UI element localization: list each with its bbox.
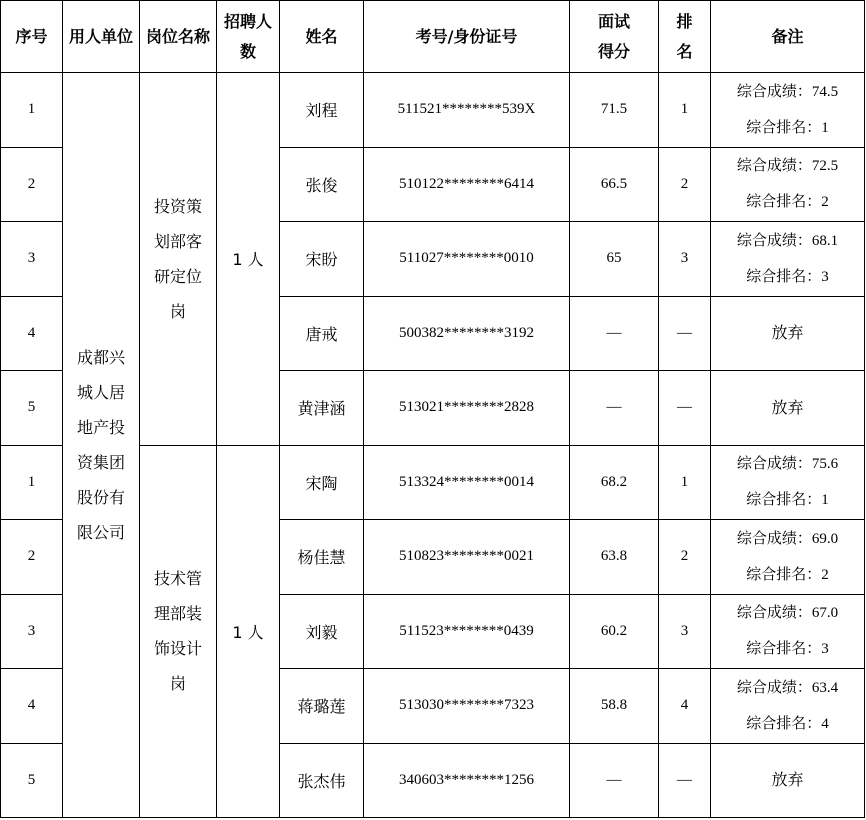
composite-rank-label: 综合排名：: [746, 490, 822, 509]
note-cell: [711, 371, 865, 446]
composite-score-value: 63.4: [811, 679, 839, 696]
composite-score-label: 综合成绩：: [736, 528, 812, 547]
note-cell: [711, 445, 865, 520]
composite-rank-line: [711, 631, 864, 667]
composite-score-label: 综合成绩：: [736, 603, 812, 622]
rank-cell: 1: [659, 73, 711, 148]
seq-cell: 5: [1, 371, 63, 446]
note-giveup: 放弃: [771, 323, 804, 343]
note-cell: [711, 520, 865, 595]
composite-score-line: [711, 148, 864, 184]
name-cell: 宋陶: [280, 445, 364, 520]
name-cell: 张杰伟: [280, 743, 364, 818]
name-cell: 刘毅: [280, 594, 364, 669]
note-cell: [711, 669, 865, 744]
name-cell: 刘程: [280, 73, 364, 148]
rank-cell: 1: [659, 445, 711, 520]
seq-cell: 5: [1, 743, 63, 818]
composite-rank-value: 1: [821, 119, 829, 136]
composite-score-label: 综合成绩：: [736, 454, 812, 473]
header-unit: 用人单位: [63, 1, 140, 73]
rank-cell: —: [659, 296, 711, 371]
score-cell: —: [570, 296, 659, 371]
rank-cell: 2: [659, 520, 711, 595]
id-cell: 510823********0021: [364, 520, 570, 595]
id-cell: 513021********2828: [364, 371, 570, 446]
id-cell: 500382********3192: [364, 296, 570, 371]
header-id: 考号/身份证号: [364, 1, 570, 73]
position-cell: 技术管理部装饰设计岗: [140, 445, 217, 818]
header-score: 面试得分: [570, 1, 659, 73]
composite-rank-value: 1: [821, 492, 829, 509]
score-cell: 68.2: [570, 445, 659, 520]
score-cell: 60.2: [570, 594, 659, 669]
note-cell: [711, 296, 865, 371]
composite-score-label: 综合成绩：: [736, 677, 812, 696]
composite-rank-value: 2: [821, 566, 829, 583]
seq-cell: 3: [1, 594, 63, 669]
composite-rank-label: 综合排名：: [746, 564, 822, 583]
name-cell: 蒋璐莲: [280, 669, 364, 744]
seq-cell: 3: [1, 222, 63, 297]
score-cell: —: [570, 743, 659, 818]
composite-score-line: [711, 521, 864, 557]
rank-cell: —: [659, 371, 711, 446]
header-position: 岗位名称: [140, 1, 217, 73]
composite-rank-label: 综合排名：: [746, 117, 822, 136]
note-cell: [711, 743, 865, 818]
score-cell: 71.5: [570, 73, 659, 148]
position-cell: 投资策划部客研定位岗: [140, 73, 217, 446]
seq-cell: 4: [1, 296, 63, 371]
seq-cell: 1: [1, 445, 63, 520]
composite-rank-line: [711, 482, 864, 518]
composite-rank-line: [711, 706, 864, 742]
name-cell: 张俊: [280, 147, 364, 222]
composite-rank-line: [711, 184, 864, 220]
quota-cell: 1 人: [217, 73, 280, 446]
score-cell: 58.8: [570, 669, 659, 744]
quota-cell: 1 人: [217, 445, 280, 818]
composite-score-value: 72.5: [811, 158, 839, 175]
score-cell: 65: [570, 222, 659, 297]
rank-cell: 2: [659, 147, 711, 222]
header-seq: 序号: [1, 1, 63, 73]
composite-score-value: 68.1: [811, 232, 839, 249]
seq-cell: 2: [1, 147, 63, 222]
composite-score-value: 75.6: [811, 456, 839, 473]
header-note: 备注: [711, 1, 865, 73]
rank-cell: 4: [659, 669, 711, 744]
composite-rank-line: [711, 557, 864, 593]
header-name: 姓名: [280, 1, 364, 73]
rank-cell: 3: [659, 222, 711, 297]
score-cell: —: [570, 371, 659, 446]
composite-rank-line: [711, 110, 864, 146]
seq-cell: 4: [1, 669, 63, 744]
composite-score-label: 综合成绩：: [736, 156, 812, 175]
score-cell: 63.8: [570, 520, 659, 595]
composite-score-value: 74.5: [811, 83, 839, 100]
composite-score-line: [711, 670, 864, 706]
composite-score-value: 69.0: [811, 530, 839, 547]
note-giveup: 放弃: [771, 770, 804, 790]
id-cell: 513030********7323: [364, 669, 570, 744]
seq-cell: 1: [1, 73, 63, 148]
composite-score-line: [711, 223, 864, 259]
composite-rank-line: [711, 259, 864, 295]
id-cell: 511523********0439: [364, 594, 570, 669]
composite-score-line: [711, 595, 864, 631]
composite-rank-label: 综合排名：: [746, 639, 822, 658]
note-cell: [711, 222, 865, 297]
seq-cell: 2: [1, 520, 63, 595]
rank-cell: —: [659, 743, 711, 818]
header-quota: 招聘人数: [217, 1, 280, 73]
note-cell: [711, 73, 865, 148]
table-row: [1, 73, 865, 148]
composite-rank-value: 2: [821, 194, 829, 211]
note-cell: [711, 594, 865, 669]
header-rank: 排名: [659, 1, 711, 73]
composite-score-line: [711, 74, 864, 110]
composite-score-value: 67.0: [811, 605, 839, 622]
rank-cell: 3: [659, 594, 711, 669]
unit-cell: 成都兴城人居地产投资集团股份有限公司: [63, 73, 140, 818]
id-cell: 510122********6414: [364, 147, 570, 222]
header-row: [1, 1, 865, 73]
name-cell: 唐戒: [280, 296, 364, 371]
id-cell: 513324********0014: [364, 445, 570, 520]
composite-score-label: 综合成绩：: [736, 230, 812, 249]
composite-rank-label: 综合排名：: [746, 192, 822, 211]
composite-rank-value: 3: [821, 268, 829, 285]
id-cell: 511521********539X: [364, 73, 570, 148]
name-cell: 宋盼: [280, 222, 364, 297]
score-cell: 66.5: [570, 147, 659, 222]
composite-rank-label: 综合排名：: [746, 713, 822, 732]
name-cell: 黄津涵: [280, 371, 364, 446]
note-cell: [711, 147, 865, 222]
id-cell: 511027********0010: [364, 222, 570, 297]
id-cell: 340603********1256: [364, 743, 570, 818]
composite-score-label: 综合成绩：: [736, 81, 812, 100]
composite-rank-value: 3: [821, 641, 829, 658]
composite-rank-value: 4: [821, 715, 829, 732]
composite-rank-label: 综合排名：: [746, 266, 822, 285]
name-cell: 杨佳慧: [280, 520, 364, 595]
composite-score-line: [711, 446, 864, 482]
note-giveup: 放弃: [771, 397, 804, 417]
